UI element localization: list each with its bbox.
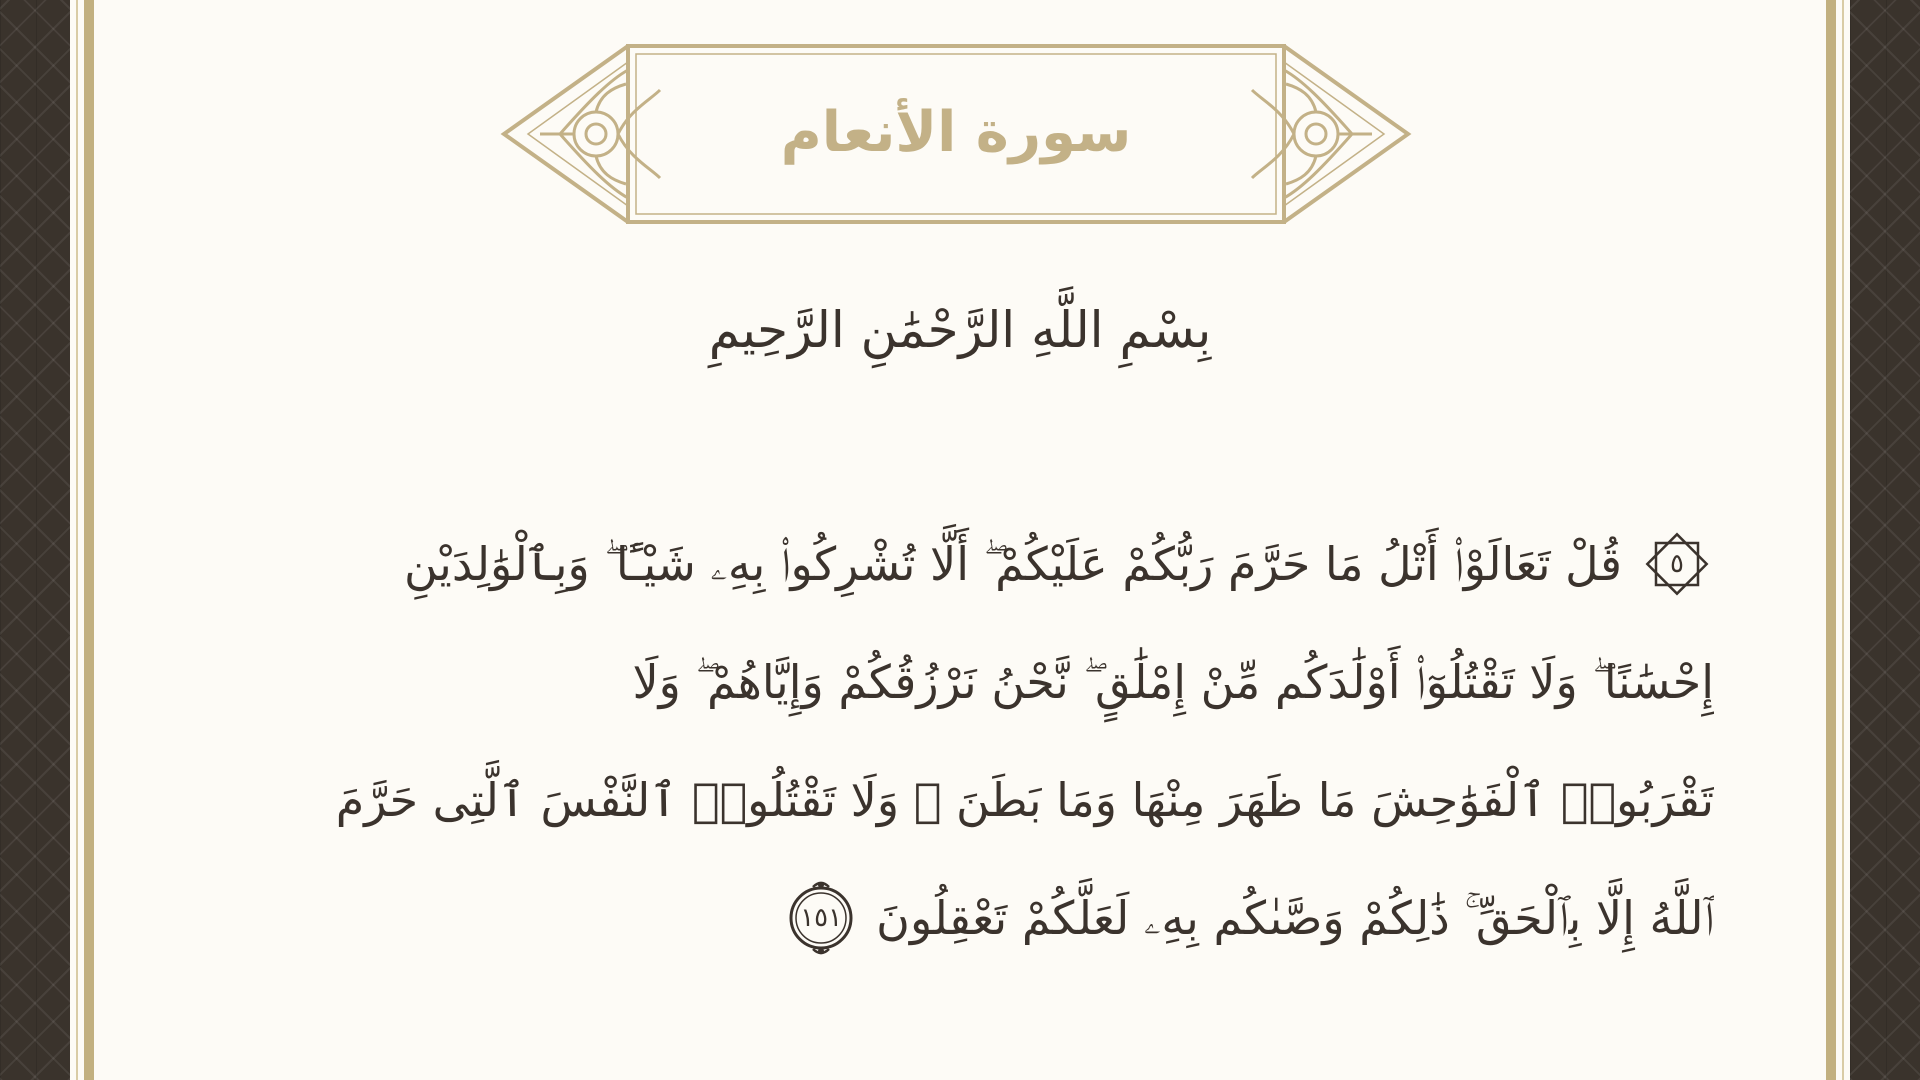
ayah-line-1 — [206, 505, 1714, 623]
basmala: بِسْمِ اللَّهِ الرَّحْمَٰنِ الرَّحِيمِ — [708, 301, 1212, 359]
ayah-number: ١٥١ — [800, 903, 843, 933]
right-gold-rule — [1826, 0, 1836, 1080]
ayah-line-text: قُلْ تَعَالَوْا۟ أَتْلُ مَا حَرَّمَ رَبُّكُمْ عَلَيْكُمْ ۖ أَلَّا تُشْرِكُوا۟ بِهِۦ شَيْـًٔا ۖ وَبِٱلْوَٰلِدَيْنِ — [404, 537, 1622, 591]
ayah-line-text: تَقْرَبُوا۟ ٱلْفَوَٰحِشَ مَا ظَهَرَ مِنْهَا وَمَا بَطَنَ ۖ وَلَا تَقْتُلُوا۟ ٱلنَّفْسَ ٱلَّتِى حَرَّمَ — [335, 773, 1714, 827]
ayah-text — [206, 505, 1714, 977]
surah-header — [500, 40, 1412, 230]
left-border-pattern — [0, 0, 70, 1080]
hizb-marker-number: ٥ — [1670, 549, 1684, 579]
mushaf-page — [96, 0, 1824, 1080]
hizb-quarter-marker — [1640, 527, 1714, 601]
ayah-line-text: إِحْسَٰنًا ۖ وَلَا تَقْتُلُوٓا۟ أَوْلَٰدَكُم مِّنْ إِمْلَٰقٍ ۖ نَّحْنُ نَرْزُقُكُمْ وَإِيَّاهُمْ ۖ وَلَا — [632, 655, 1714, 709]
ayah-line-2 — [206, 623, 1714, 741]
ayah-end-marker — [784, 881, 858, 955]
right-border-pattern — [1850, 0, 1920, 1080]
ayah-line-text: ٱللَّهُ إِلَّا بِٱلْحَقِّ ۚ ذَٰلِكُمْ وَصَّىٰكُم بِهِۦ لَعَلَّكُمْ تَعْقِلُونَ — [876, 891, 1714, 945]
left-gold-rule — [84, 0, 94, 1080]
ayah-line-4 — [206, 859, 1714, 977]
ayah-line-3 — [206, 741, 1714, 859]
surah-title: سورة الأنعام — [780, 100, 1132, 165]
